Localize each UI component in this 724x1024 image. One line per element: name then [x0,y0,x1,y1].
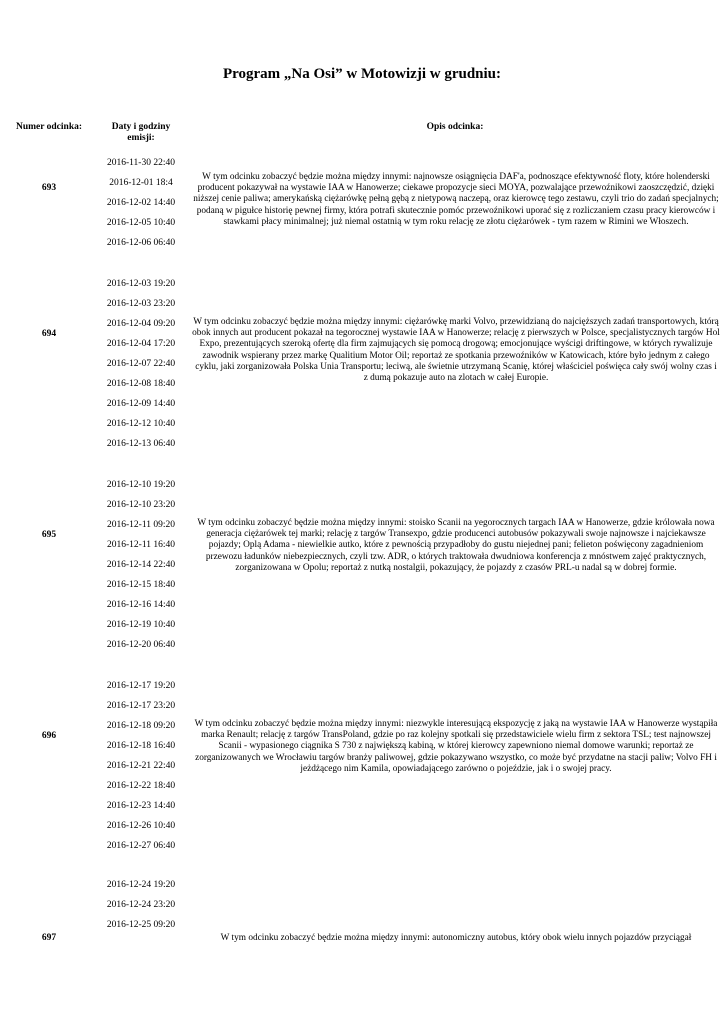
air-date: 2016-12-09 14:40 [106,399,176,409]
episode-number: 696 [41,731,57,741]
air-date: 2016-12-17 23:20 [106,701,176,711]
air-date: 2016-12-24 19:20 [106,880,176,890]
episode-description: W tym odcinku zobaczyć będzie można między innymi: stoisko Scanii na yegorocznych targach IAA w Hanowerze, gdzie królowała nowa generacja ciężarówek tej marki; relację z targów Transexpo, gdzie producenci autobusów pokazywali swoje najnowsze i najciekawsze pojazdy; Oplą Adama - niewielkie autko, które z pewnością przypadłoby do gustu niejednej pani; felieton poświęcony zagadnieniom przewozu ładunków niebezpiecznych, czyli tzw. ADR, o których traktowała dwudniowa konferencja z mnóstwem zajęć praktycznych, zorganizowana w Opolu; reportaż z nutką nostalgii, pokazujący, że pojazdy z czasów PRL-u nadal są w dobrej formie. [197,518,715,573]
air-date: 2016-12-04 09:20 [106,319,176,329]
header-description: Opis odcinka: [426,122,484,132]
air-date: 2016-12-11 16:40 [107,540,175,550]
episode-description: W tym odcinku zobaczyć będzie można między innymi: ciężarówkę marki Volvo, przewidzianą do najcięższych zadań transportowych, którą obok innych aut producent pokazał na tegorocznej wystawie IAA w Hanowerze; relację z pierwszych w Polsce, specjalistycznych targów Hol Expo, prezentujących szeroką ofertę dla firm zajmujących się pomocą drogową; emocjonujące wyścigi driftingowe, w których rywalizuje zawodnik wspierany przez markę Qualitium Motor Oil; reportaż ze spotkania przewoźników w Katowicach, które było jednym z całego cyklu, jaki zorganizowała Polska Unia Transportu; leciwą, ale świetnie utrzymaną Scanię, której właściciel poświęca cały swój wolny czas i z dumą pokazuje auto na zlotach w całej Europie. [192,317,720,384]
air-date: 2016-12-20 06:40 [106,640,176,650]
air-date: 2016-12-14 22:40 [106,560,176,570]
episode-description: W tym odcinku zobaczyć będzie można między innymi: niezwykle interesującą ekspozycję z jaką na wystawie IAA w Hanowerze wystąpiła marka Renault; relację z targów TransPoland, gdzie po raz kolejny spotkali się przedstawiciele wielu firm z sektora TSL; test najnowszej Scanii - wypasionego ciągnika S 730 z największą kabiną, w której kierowcy zapewniono niemal domowe warunki; reportaż ze zorganizowanych we Wrocławiu targów branży paliwowej, gdzie pokazywano wszystko, co może być przydatne na stacji paliw; Volvo FH i jeżdżącego nim Kamila, opowiadającego zarówno o pojeździe, jak i o swojej pracy. [194,719,718,774]
air-date: 2016-12-15 18:40 [106,580,176,590]
episode-description: W tym odcinku zobaczyć będzie można między innymi: najnowsze osiągnięcia DAF'a, podnoszące efektywność floty, które holenderski producent pokazywał na wystawie IAA w Hanowerze; ciekawe propozycje sieci MOYA, pozwalające przewoźnikowi zaoszczędzić, dzięki niższej cenie paliwa; amerykańską ciężarówkę pełną gębą z nietypową naczepą, oraz kierowcę tego zestawu, czyli trio do zadań specjalnych; podaną w pigułce historię pewnej firmy, która potrafi skutecznie pomóc przewoźnikowi uporać się z rozliczaniem czasu pracy kierowców i stawkami płacy minimalnej; już niemal ostatnią w tym roku relację ze złotu ciężarówek - tym razem w Rimini we Włoszech. [193,172,719,227]
air-date: 2016-12-07 22:40 [106,359,176,369]
air-date: 2016-12-17 19:20 [106,681,176,691]
episode-number: 695 [41,530,57,540]
air-date: 2016-12-04 17:20 [106,339,176,349]
header-air-dates: Daty i godziny emisji: [111,122,171,143]
air-date: 2016-12-02 14:40 [106,198,176,208]
air-date: 2016-12-18 16:40 [106,741,176,751]
air-date: 2016-11-30 22:40 [107,158,175,168]
air-date: 2016-12-12 10:40 [106,419,176,429]
air-date: 2016-12-26 10:40 [106,821,176,831]
air-date: 2016-12-01 18:4 [109,178,173,188]
air-date: 2016-12-10 19:20 [106,480,176,490]
air-date: 2016-12-27 06:40 [106,841,176,851]
air-date: 2016-12-18 09:20 [106,721,176,731]
air-date: 2016-12-24 23:20 [106,900,176,910]
air-date: 2016-12-11 09:20 [107,520,175,530]
air-date: 2016-12-08 18:40 [106,379,176,389]
air-date: 2016-12-03 23:20 [106,299,176,309]
air-date: 2016-12-23 14:40 [106,801,176,811]
episode-number: 694 [41,329,57,339]
episode-number: 693 [41,183,57,193]
episode-number: 697 [41,933,57,943]
air-date: 2016-12-10 23:20 [106,500,176,510]
air-date: 2016-12-13 06:40 [106,439,176,449]
air-date: 2016-12-05 10:40 [106,218,176,228]
air-date: 2016-12-19 10:40 [106,620,176,630]
page-title: Program „Na Osi” w Motowizji w grudniu: [222,66,502,82]
air-date: 2016-12-16 14:40 [106,600,176,610]
air-date: 2016-12-21 22:40 [106,761,176,771]
header-episode-number: Numer odcinka: [15,122,83,132]
air-date: 2016-12-03 19:20 [106,279,176,289]
air-date: 2016-12-06 06:40 [106,238,176,248]
episode-description: W tym odcinku zobaczyć będzie można między innymi: autonomiczny autobus, który obok wielu innych pojazdów przyciągał [220,933,692,943]
air-date: 2016-12-25 09:20 [106,920,176,930]
air-date: 2016-12-22 18:40 [106,781,176,791]
